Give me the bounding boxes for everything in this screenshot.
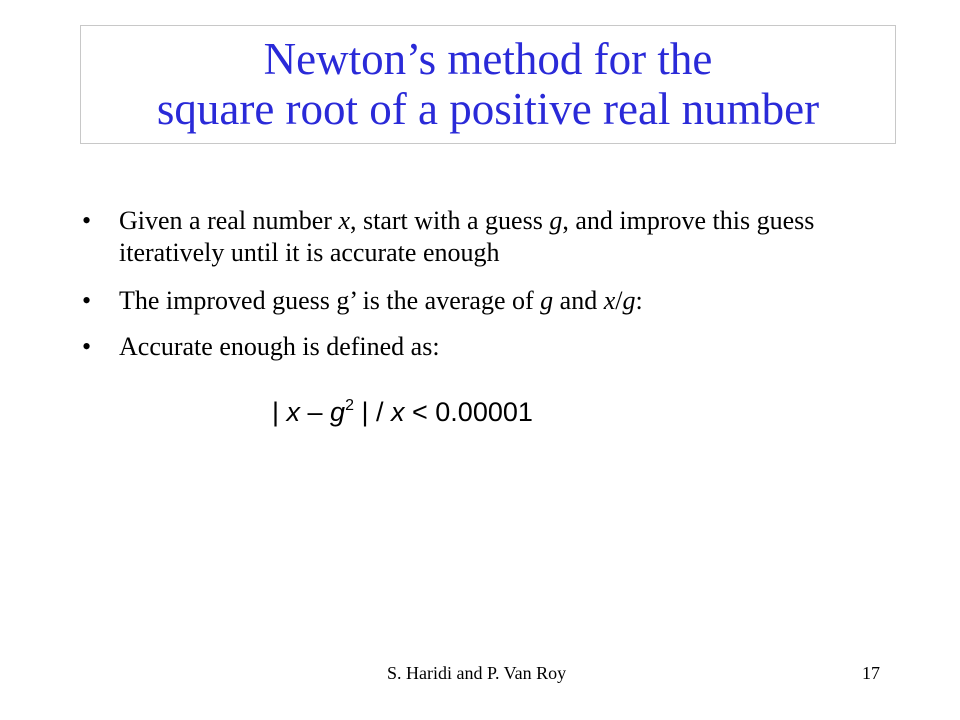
title-line-1: Newton’s method for the: [263, 34, 713, 84]
bullet-list: [82, 205, 882, 377]
bullet-marker: •: [82, 286, 92, 315]
title-line-2: square root of a positive real number: [156, 84, 820, 134]
bullet-item-improved-guess: [82, 285, 882, 317]
bullet-text: Accurate enough is defined as:: [119, 332, 440, 361]
footer-author: S. Haridi and P. Van Roy: [387, 663, 567, 683]
bullet-marker: •: [82, 332, 92, 361]
bullet-text: The improved guess g’ is the average of g and x/g:: [119, 286, 643, 315]
bullet-text: Given a real number x, start with a guess g, and improve this guess iteratively until it is accurate enough: [119, 206, 815, 267]
bullet-marker: •: [82, 206, 92, 235]
slide-title: [80, 25, 896, 144]
page-number: 17: [862, 663, 880, 683]
bullet-item-guess: [82, 205, 882, 269]
exponent: 2: [345, 397, 354, 414]
accuracy-formula: | x – $g^2$ | / x < 0.00001: [272, 397, 533, 427]
bullet-item-accurate-enough: [82, 331, 882, 363]
